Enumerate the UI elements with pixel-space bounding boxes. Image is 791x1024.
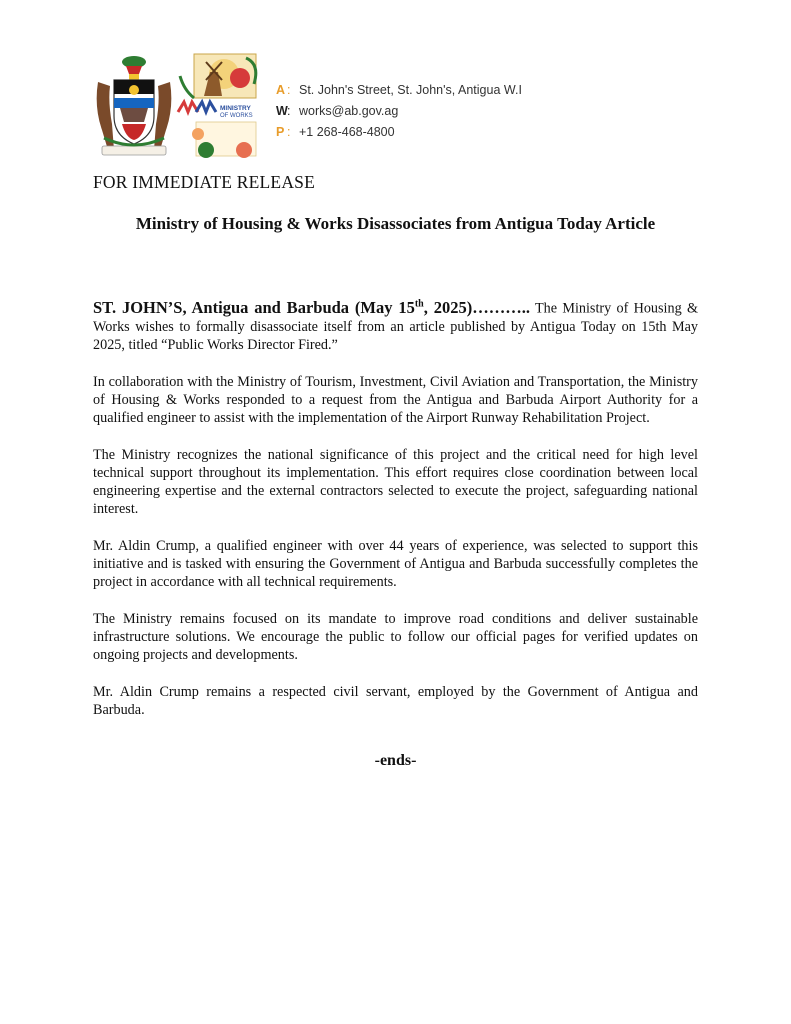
coat-of-arms-logo bbox=[92, 52, 176, 160]
contact-web: W: works@ab.gov.ag bbox=[276, 101, 522, 122]
release-label: FOR IMMEDIATE RELEASE bbox=[93, 172, 315, 192]
paragraph-civil-servant: Mr. Aldin Crump remains a respected civil servant, employed by the Government of Antigua and Barbuda. bbox=[93, 683, 698, 718]
email-link[interactable]: works@ab.gov.ag bbox=[299, 104, 399, 118]
dateline-suffix: , 2025)……….. bbox=[423, 297, 530, 317]
ends-marker: -ends- bbox=[374, 752, 417, 769]
contact-phone: P : +1 268-468-4800 bbox=[276, 122, 522, 143]
lead-text: The Ministry of Housing & Works wishes to formally disassociate itself from an article published by Antigua Today on 15th May 2025, titled “Public Works Director Fired.” bbox=[93, 300, 698, 353]
address-value: St. John's Street, St. John's, Antigua W.I bbox=[299, 83, 522, 97]
dateline-prefix: ST. JOHN’S, Antigua and Barbuda (May 15 bbox=[93, 297, 415, 317]
address-key: A bbox=[276, 83, 286, 97]
phone-value: +1 268-468-4800 bbox=[299, 125, 395, 139]
paragraph-engineer: Mr. Aldin Crump, a qualified engineer with over 44 years of experience, was selected to support this initiative and is tasked with ensuring the Government of Antigua and Barbuda successfully completes the project in accordance with all technical requirements. bbox=[93, 537, 698, 590]
contact-address: A : St. John's Street, St. John's, Antigua W.I bbox=[276, 80, 522, 101]
paragraph-significance: The Ministry recognizes the national significance of this project and the critical need for high level technical support throughout its implementation. This effort requires close coordination between local engineering expertise and the external contractors selected to execute the project, safeguarding national interest. bbox=[93, 446, 698, 517]
headline: Ministry of Housing & Works Disassociates from Antigua Today Article bbox=[135, 214, 656, 233]
paragraph-mandate: The Ministry remains focused on its mandate to improve road conditions and deliver sustainable infrastructure solutions. We encourage the public to follow our official pages for verified updates on ongoing projects and developments. bbox=[93, 610, 698, 663]
phone-key: P bbox=[276, 125, 285, 139]
lead-paragraph bbox=[93, 295, 698, 354]
body-text bbox=[93, 295, 698, 738]
letterhead bbox=[92, 50, 712, 165]
dateline bbox=[93, 298, 530, 317]
ministry-of-works-logo bbox=[176, 50, 268, 162]
paragraph-collaboration: In collaboration with the Ministry of Tourism, Investment, Civil Aviation and Transportation, the Ministry of Housing & Works responded to a request from the Antigua and Barbuda Airport Authority for a qualified engineer to assist with the implementation of the Airport Runway Rehabilitation Project. bbox=[93, 373, 698, 426]
contact-block bbox=[276, 80, 522, 143]
dateline-superscript: th bbox=[414, 298, 424, 309]
logo-of-works-text: OF WORKS bbox=[220, 113, 253, 119]
web-key: W bbox=[276, 104, 288, 118]
logo-ministry-text: MINISTRY bbox=[220, 105, 251, 112]
